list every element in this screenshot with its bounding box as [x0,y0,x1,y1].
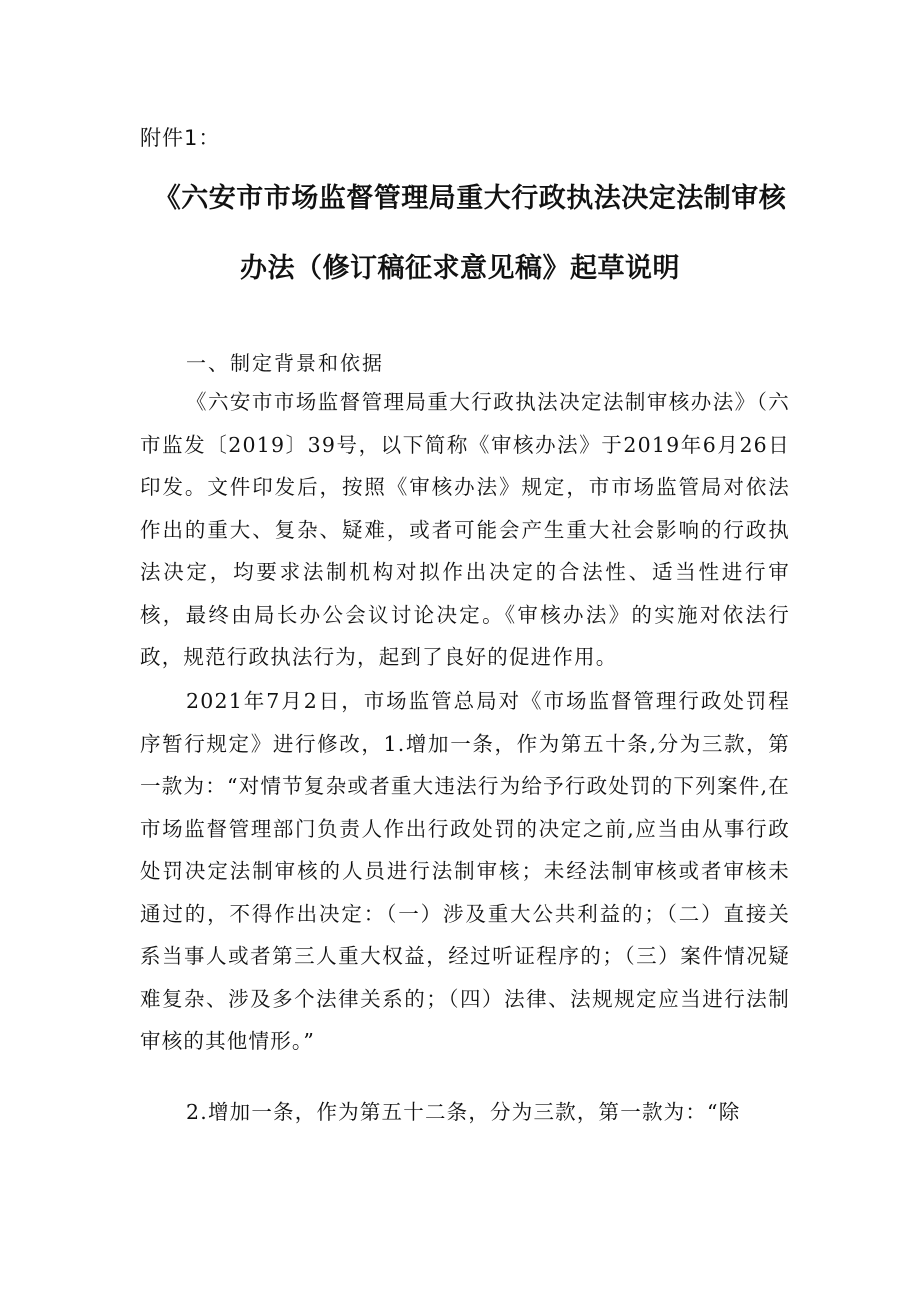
section-heading: 一、制定背景和依据 [186,351,384,375]
document-title-line-1: 《六安市市场监督管理局重大行政执法决定法制审核 [153,183,787,214]
body-paragraph-1: 《六安市市场监督管理局重大行政执法决定法制审核办法》（六市监发〔2019〕39号，以下简称《审核办法》于2019年6月26日印发。文件印发后，按照《审核办法》规定，市市场监管局对依法作出的重大、复杂、疑难，或者可能会产生重大社会影响的行政执法决定，均要求法制机构对拟作出决定的合法性、适当性进行审核，最终由局长办公会议讨论决定。《审核办法》的实施对依法行政，规范行政执法行为，起到了良好的促进作用。 [140,390,790,669]
document-title-line-2: 办法（修订稿征求意见稿》起草说明 [240,253,680,284]
body-paragraph-3: 2.增加一条，作为第五十二条，分为三款，第一款为：“除 [186,1100,741,1124]
attachment-label: 附件1： [140,126,221,150]
body-paragraph-2: 2021年7月2日，市场监管总局对《市场监督管理行政处罚程序暂行规定》进行修改，1.增加一条，作为第五十条,分为三款，第一款为：“对情节复杂或者重大违法行为给予行政处罚的下列案件,在市场监督管理部门负责人作出行政处罚的决定之前,应当由从事行政处罚决定法制审核的人员进行法制审核；未经法制审核或者审核未通过的，不得作出决定：（一）涉及重大公共利益的；（二）直接关系当事人或者第三人重大权益，经过听证程序的；（三）案件情况疑难复杂、涉及多个法律关系的；（四）法律、法规规定应当进行法制审核的其他情形。” [140,689,790,1053]
